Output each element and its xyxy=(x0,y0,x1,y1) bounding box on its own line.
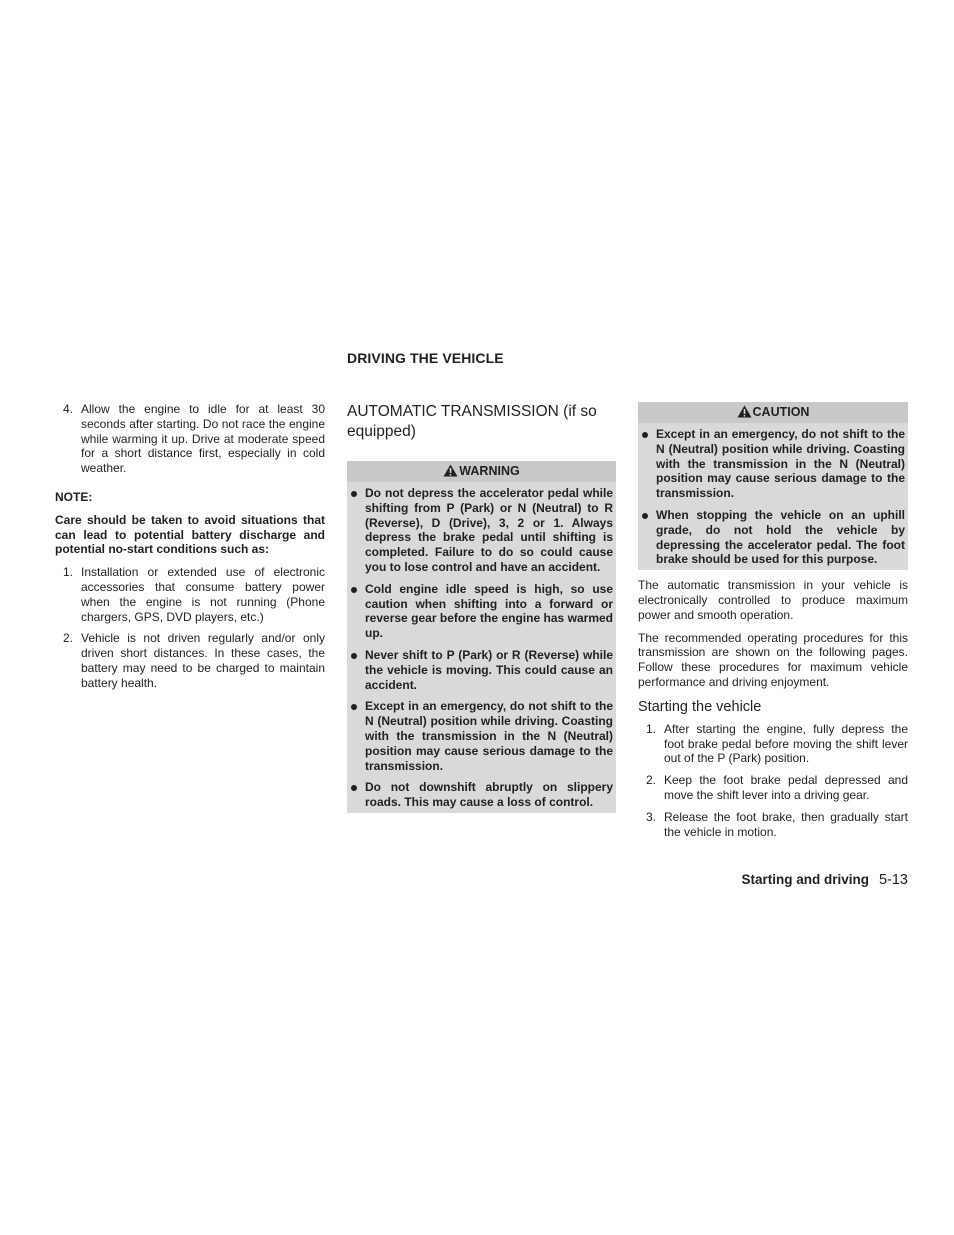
bullet-icon xyxy=(351,653,357,659)
page-footer xyxy=(638,872,908,888)
caution-title: CAUTION xyxy=(752,405,810,419)
section-header: DRIVING THE VEHICLE xyxy=(347,350,504,366)
bullet-icon xyxy=(351,587,357,593)
list-item xyxy=(638,773,908,803)
bullet-icon xyxy=(642,432,648,438)
list-item-number: 4. xyxy=(63,402,74,416)
list-item-number: 2. xyxy=(646,773,657,788)
caution-box xyxy=(638,402,908,570)
step-list-continued xyxy=(55,402,325,476)
list-item-text: Installation or extended use of electronic accessories that consume battery power when the engine is not running (Phone chargers, GPS, DVD players, etc.) xyxy=(81,565,325,624)
list-item xyxy=(638,722,908,766)
warning-item xyxy=(350,648,613,692)
caution-item xyxy=(641,427,905,501)
warning-item-text: Do not depress the accelerator pedal while shifting from P (Park) or N (Neutral) to R (Reverse), D (Drive), 3, 2 or 1. Always depress the brake pedal until shifting is completed. Failure to do so could cause you to lose control and have an accident. xyxy=(365,486,613,574)
warning-item-text: Cold engine idle speed is high, so use caution when shifting into a forward or reverse gear before the engine has warmed up. xyxy=(365,581,613,641)
list-item-text: Release the foot brake, then gradually start the vehicle in motion. xyxy=(664,809,908,839)
list-item xyxy=(638,810,908,840)
transmission-heading: AUTOMATIC TRANSMISSION (if so equipped) xyxy=(347,403,597,440)
bullet-icon xyxy=(642,513,648,519)
bullet-icon xyxy=(351,785,357,791)
warning-list xyxy=(350,486,613,810)
list-item-text: After starting the engine, fully depress the foot brake pedal before moving the shift lever out of the P (Park) position. xyxy=(664,721,908,766)
bullet-icon xyxy=(351,704,357,710)
intro-paragraph: The automatic transmission in your vehicle is electronically controlled to produce maximum power and smooth operation. xyxy=(638,578,908,622)
warning-triangle-icon xyxy=(737,405,752,418)
list-item xyxy=(55,565,325,624)
list-item xyxy=(55,402,325,476)
warning-triangle-icon xyxy=(443,464,458,477)
warning-title-bar xyxy=(347,461,616,482)
warning-item xyxy=(350,486,613,575)
page-number: 5-13 xyxy=(878,872,908,888)
list-item-text: Vehicle is not driven regularly and/or only driven short distances. In these cases, the battery may need to be charged to maintain battery health. xyxy=(81,631,325,690)
warning-box xyxy=(347,461,616,813)
left-column xyxy=(55,402,325,698)
bullet-icon xyxy=(351,491,357,497)
list-item-number: 1. xyxy=(63,565,74,580)
list-item-text: Allow the engine to idle for at least 30 seconds after starting. Do not race the engine while warming it up. Drive at moderate speed for a short distance first, especially in cold weather. xyxy=(81,402,325,476)
list-item-text: Keep the foot brake pedal depressed and move the shift lever into a driving gear. xyxy=(664,773,908,802)
middle-column xyxy=(347,402,616,813)
caution-title-bar xyxy=(638,402,908,423)
warning-title: WARNING xyxy=(459,464,520,478)
list-item-number: 2. xyxy=(63,631,74,646)
starting-steps-list xyxy=(638,722,908,840)
warning-item xyxy=(350,780,613,810)
starting-heading: Starting the vehicle xyxy=(638,698,762,715)
caution-list xyxy=(641,427,905,567)
list-item xyxy=(55,631,325,690)
warning-item xyxy=(350,699,613,773)
chapter-title: Starting and driving xyxy=(741,872,869,887)
caution-item-text: Except in an emergency, do not shift to the N (Neutral) position while driving. Coasting with the transmission in the N (Neutral) position may cause serious damage to the transmission. xyxy=(656,427,905,501)
list-item-number: 1. xyxy=(646,721,657,736)
procedures-paragraph: The recommended operating procedures for this transmission are shown on the following pages. Follow these procedures for maximum vehicle performance and driving enjoyment. xyxy=(638,630,908,689)
caution-item xyxy=(641,508,905,567)
conditions-list xyxy=(55,565,325,690)
caution-item-text: When stopping the vehicle on an uphill grade, do not hold the vehicle by depressing the accelerator pedal. The foot brake should be used for this purpose. xyxy=(656,507,905,567)
note-label: NOTE: xyxy=(55,489,93,504)
warning-item-text: Do not downshift abruptly on slippery roads. This may cause a loss of control. xyxy=(365,780,613,810)
warning-item xyxy=(350,582,613,641)
right-column xyxy=(638,402,908,846)
warning-item-text: Never shift to P (Park) or R (Reverse) while the vehicle is moving. This could cause an accident. xyxy=(365,647,613,692)
list-item-number: 3. xyxy=(646,809,657,824)
warning-item-text: Except in an emergency, do not shift to the N (Neutral) position while driving. Coasting with the transmission in the N (Neutral) position may cause serious damage to the transmission. xyxy=(365,699,613,773)
note-text: Care should be taken to avoid situations that can lead to potential battery discharge and potential no-start conditions such as: xyxy=(55,512,325,557)
